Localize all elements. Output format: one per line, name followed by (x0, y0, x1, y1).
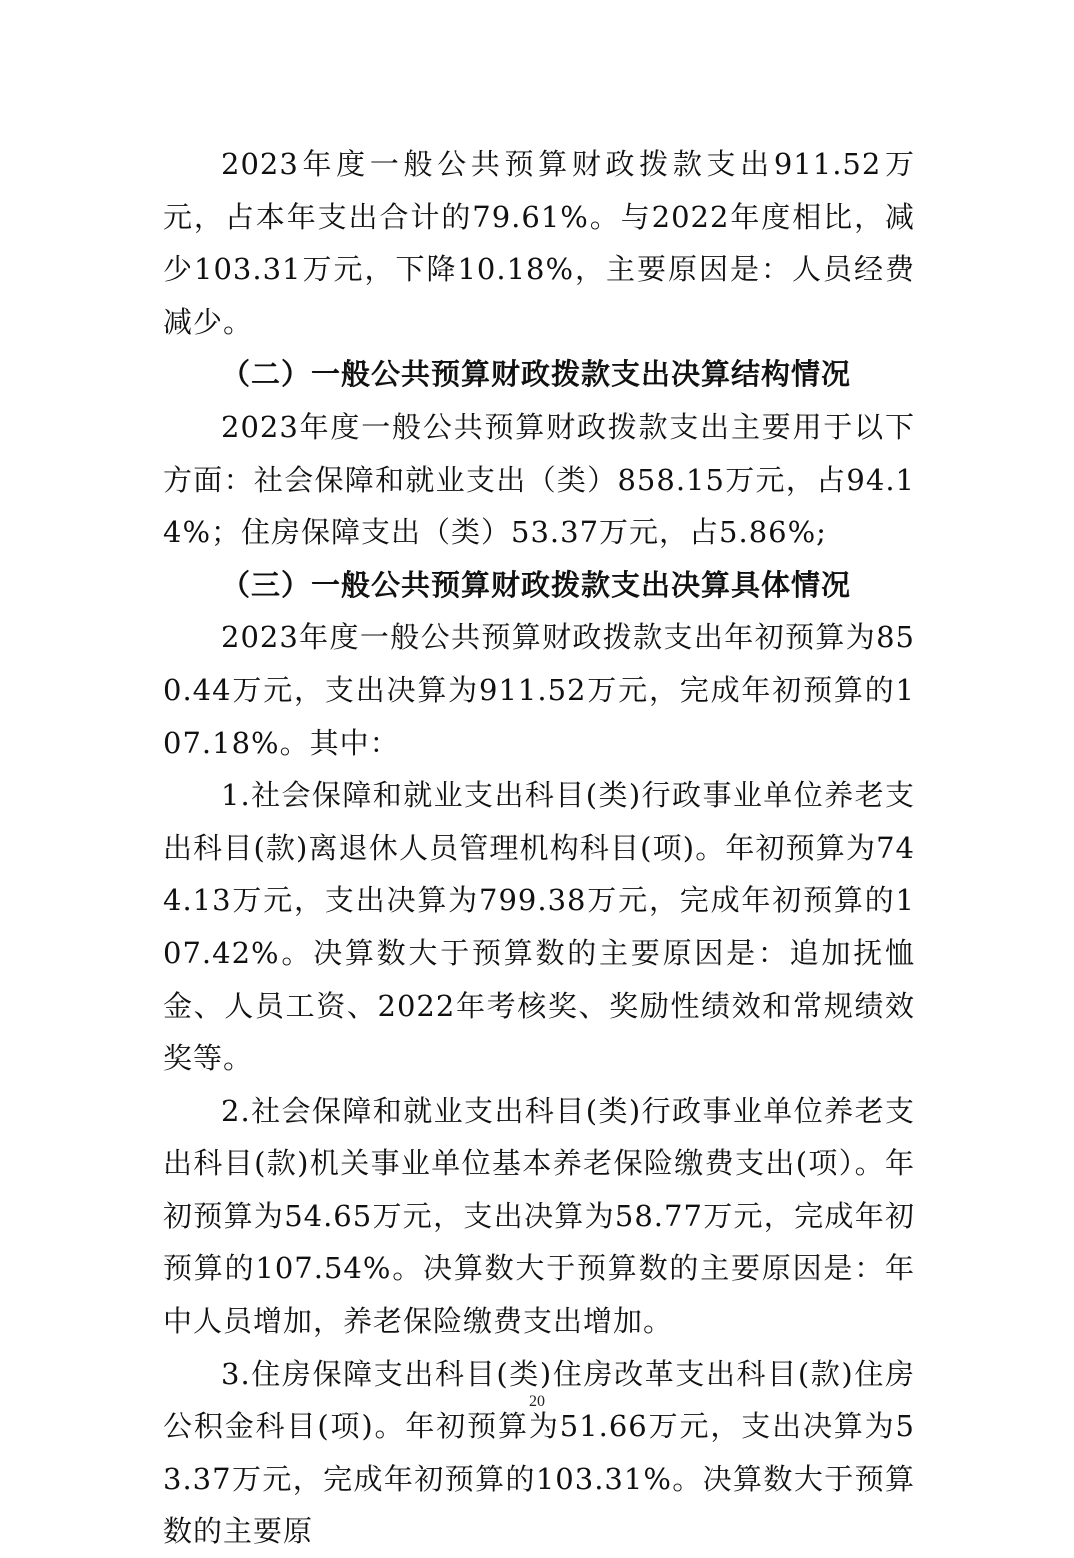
paragraph-item-3: 3.住房保障支出科目(类)住房改革支出科目(款)住房公积金科目(项)。年初预算为51.66万元，支出决算为53.37万元，完成年初预算的103.31%。决算数大于预算数的主要原 (163, 1356, 915, 1549)
section-heading-details: （三）一般公共预算财政拨款支出决算具体情况 (221, 567, 852, 602)
paragraph-expenditure-structure: 2023年度一般公共预算财政拨款支出主要用于以下方面：社会保障和就业支出（类）858.15万元，占94.14%；住房保障支出（类）53.37万元，占5.86%; (163, 409, 915, 550)
paragraph-item-2: 2.社会保障和就业支出科目(类)行政事业单位养老支出科目(款)机关事业单位基本养老保险缴费支出(项）。年初预算为54.65万元，支出决算为58.77万元，完成年初预算的107.54%。决算数大于预算数的主要原因是：年中人员增加，养老保险缴费支出增加。 (163, 1093, 915, 1339)
paragraph-item-1: 1.社会保障和就业支出科目(类)行政事业单位养老支出科目(款)离退休人员管理机构科目(项)。年初预算为744.13万元，支出决算为799.38万元，完成年初预算的107.42%。决算数大于预算数的主要原因是：追加抚恤金、人员工资、2022年考核奖、奖励性绩效和常规绩效奖等。 (163, 778, 915, 1076)
paragraph-budget-overview: 2023年度一般公共预算财政拨款支出年初预算为850.44万元，支出决算为911.52万元，完成年初预算的107.18%。其中： (163, 620, 915, 760)
document-body (163, 138, 915, 1558)
paragraph-expenditure-summary: 2023年度一般公共预算财政拨款支出911.52万元，占本年支出合计的79.61%。与2022年度相比，减少103.31万元，下降10.18%，主要原因是：人员经费减少。 (163, 147, 915, 339)
section-heading-structure: （二）一般公共预算财政拨款支出决算结构情况 (221, 357, 852, 392)
page-number: 20 (529, 1393, 545, 1410)
